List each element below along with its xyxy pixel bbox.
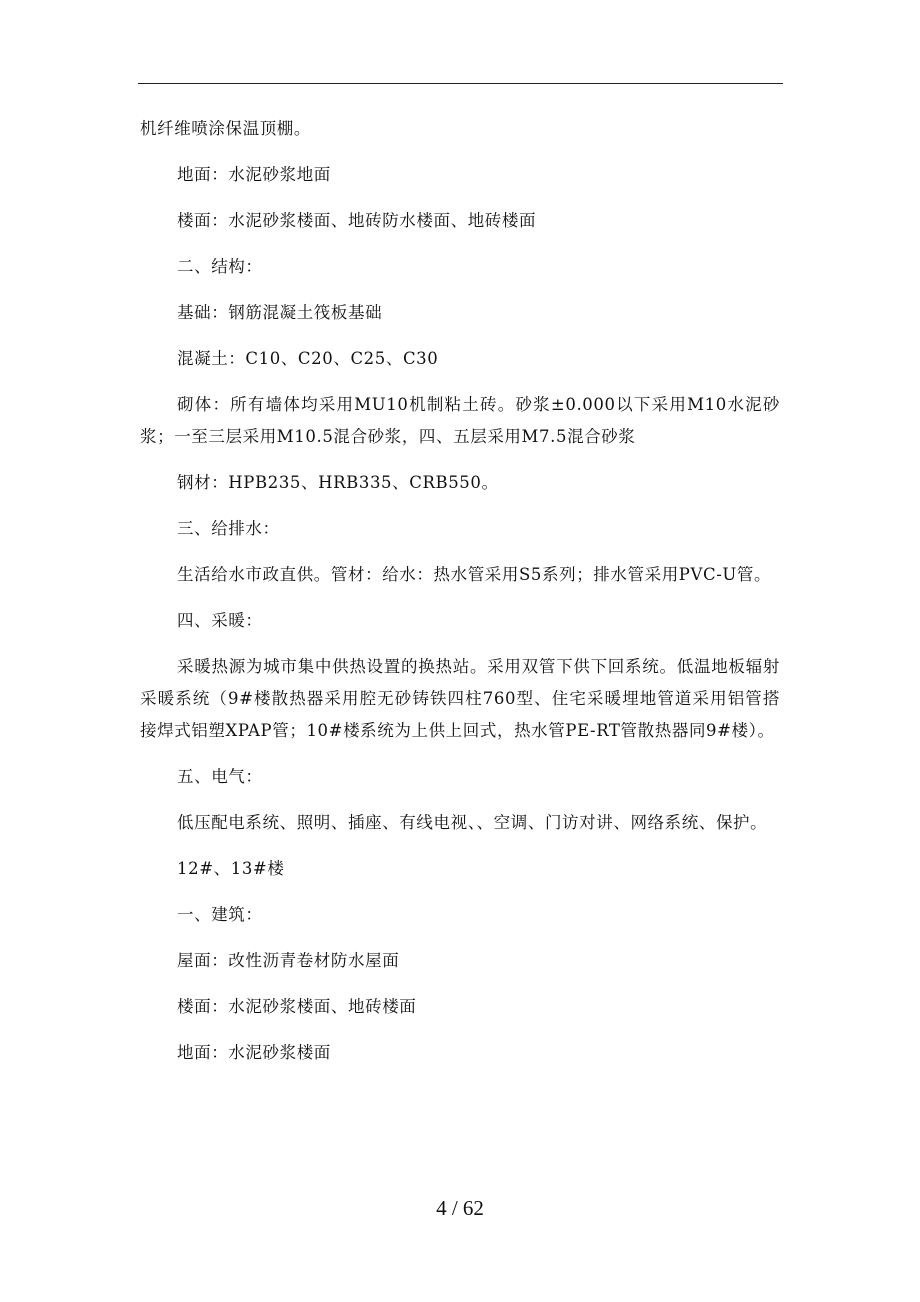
paragraph: 机纤维喷涂保温顶棚。	[140, 119, 311, 138]
section-heading: 一、建筑：	[177, 905, 263, 924]
paragraph: 地面：水泥砂浆楼面	[177, 1043, 331, 1062]
paragraph: 基础：钢筋混凝土筏板基础	[177, 303, 383, 322]
paragraph: 低压配电系统、照明、插座、有线电视、、空调、门访对讲、网络系统、保护。	[177, 813, 768, 832]
paragraph: 采暖热源为城市集中供热设置的换热站。采用双管下供下回系统。低温地板辐射采暖系统（9#楼散热器采用腔无砂铸铁四柱760型、住宅采暖埋地管道采用铝管搭接焊式铝塑XPAP管；10#楼系统为上供上回式，热水管PE-RT管散热器同9#楼）。	[140, 657, 780, 740]
section-heading: 四、采暖：	[177, 611, 263, 630]
section-heading: 二、结构：	[177, 257, 263, 276]
paragraph: 地面：水泥砂浆地面	[177, 165, 331, 184]
paragraph: 楼面：水泥砂浆楼面、地砖防水楼面、地砖楼面	[177, 211, 537, 230]
section-heading: 五、电气：	[177, 767, 263, 786]
paragraph: 楼面：水泥砂浆楼面、地砖楼面	[177, 997, 417, 1016]
paragraph: 生活给水市政直供。管材：给水：热水管采用S5系列；排水管采用PVC-U管。	[177, 565, 772, 584]
document-body	[140, 113, 780, 1083]
section-heading: 三、给排水：	[177, 519, 280, 538]
paragraph: 砌体：所有墙体均采用MU10机制粘土砖。砂浆±0.000以下采用M10水泥砂浆；一至三层采用M10.5混合砂浆，四、五层采用M7.5混合砂浆	[140, 395, 780, 446]
paragraph: 钢材：HPB235、HRB335、CRB550。	[177, 473, 499, 492]
paragraph: 屋面：改性沥青卷材防水屋面	[177, 951, 400, 970]
page-number: 4 / 62	[436, 1196, 484, 1220]
building-heading: 12#、13#楼	[177, 859, 285, 878]
header-rule	[138, 83, 783, 84]
paragraph: 混凝土：C10、C20、C25、C30	[177, 349, 439, 368]
